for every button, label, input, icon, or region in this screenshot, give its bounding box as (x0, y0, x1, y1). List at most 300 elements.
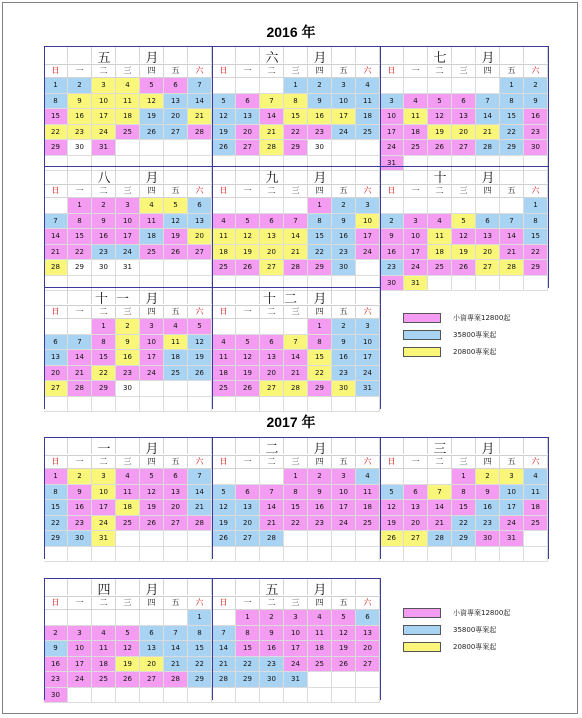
empty-cell (524, 547, 548, 563)
empty-cell (380, 198, 404, 214)
day-cell: 7 (428, 485, 452, 501)
weekday-label: 四 (476, 456, 500, 468)
day-cell: 15 (284, 109, 308, 125)
day-cell: 17 (332, 109, 356, 125)
day-cell: 19 (428, 125, 452, 141)
weekday-label: 二 (428, 185, 452, 197)
day-cell: 15 (524, 229, 548, 245)
day-cell: 11 (356, 94, 380, 110)
weekday-label: 一 (404, 185, 428, 197)
month-number: 十一 (94, 292, 137, 307)
weekday-label: 四 (140, 597, 164, 609)
day-cell: 26 (212, 531, 236, 547)
day-cell: 1 (308, 198, 332, 214)
day-cell: 11 (116, 94, 140, 110)
day-cell: 10 (284, 626, 308, 642)
day-cell: 27 (404, 531, 428, 547)
legend-label: 20800專案起 (453, 348, 497, 356)
month-number: 十 (433, 171, 447, 186)
day-cell: 26 (164, 245, 188, 261)
day-cell: 12 (212, 500, 236, 516)
day-cell: 1 (44, 78, 68, 94)
month-number: 二 (265, 442, 279, 457)
weekday-label: 六 (188, 65, 212, 77)
weekday-label: 一 (236, 185, 260, 197)
day-cell: 24 (332, 516, 356, 532)
day-cell: 8 (500, 94, 524, 110)
day-cell: 31 (500, 531, 524, 547)
day-grid (212, 469, 380, 562)
day-cell: 23 (380, 260, 404, 276)
month-suffix: 月 (313, 292, 327, 307)
empty-cell (428, 276, 452, 292)
empty-cell (164, 547, 188, 563)
month-number: 七 (433, 51, 447, 66)
day-cell: 22 (188, 657, 212, 673)
day-cell: 17 (332, 500, 356, 516)
day-cell: 18 (524, 500, 548, 516)
month-calendar (44, 578, 212, 703)
empty-cell (404, 547, 428, 563)
weekday-label: 三 (452, 65, 476, 77)
empty-cell (140, 260, 164, 276)
month-calendar (44, 46, 212, 171)
empty-cell (284, 531, 308, 547)
day-cell: 27 (260, 381, 284, 397)
day-cell: 10 (116, 214, 140, 230)
day-cell: 30 (260, 672, 284, 688)
day-cell: 18 (92, 657, 116, 673)
day-cell: 3 (332, 78, 356, 94)
day-cell: 23 (332, 245, 356, 261)
empty-cell (356, 140, 380, 156)
empty-cell (428, 469, 452, 485)
day-cell: 5 (140, 469, 164, 485)
day-cell: 23 (332, 366, 356, 382)
day-cell: 20 (44, 366, 68, 382)
day-cell: 29 (68, 260, 92, 276)
day-cell: 8 (284, 94, 308, 110)
weekday-label: 一 (404, 456, 428, 468)
weekday-label: 日 (212, 597, 236, 609)
day-cell: 28 (284, 381, 308, 397)
weekday-label: 一 (68, 306, 92, 318)
day-cell: 14 (260, 109, 284, 125)
weekday-label: 一 (236, 597, 260, 609)
weekday-label: 三 (284, 306, 308, 318)
day-cell: 3 (116, 198, 140, 214)
day-cell: 18 (356, 500, 380, 516)
day-cell: 20 (164, 500, 188, 516)
day-cell: 14 (164, 641, 188, 657)
empty-cell (116, 397, 140, 413)
weekday-label: 日 (212, 185, 236, 197)
day-cell: 22 (524, 245, 548, 261)
empty-cell (212, 547, 236, 563)
month-name (380, 167, 548, 186)
day-cell: 12 (212, 109, 236, 125)
weekday-label: 日 (212, 456, 236, 468)
day-cell: 19 (236, 245, 260, 261)
day-cell: 20 (260, 366, 284, 382)
day-cell: 24 (92, 516, 116, 532)
day-cell: 9 (260, 626, 284, 642)
day-cell: 24 (116, 245, 140, 261)
day-cell: 30 (476, 531, 500, 547)
empty-cell (140, 547, 164, 563)
empty-cell (332, 688, 356, 704)
empty-cell (380, 547, 404, 563)
day-cell: 18 (212, 366, 236, 382)
empty-cell (356, 260, 380, 276)
day-cell: 24 (140, 366, 164, 382)
empty-cell (524, 276, 548, 292)
day-cell: 29 (44, 140, 68, 156)
day-cell: 6 (236, 485, 260, 501)
day-cell: 6 (164, 78, 188, 94)
day-cell: 5 (380, 485, 404, 501)
weekday-label: 二 (92, 456, 116, 468)
day-cell: 5 (212, 485, 236, 501)
day-cell: 20 (140, 657, 164, 673)
day-cell: 28 (284, 260, 308, 276)
weekday-label: 六 (356, 306, 380, 318)
day-cell: 28 (188, 125, 212, 141)
day-cell: 6 (452, 94, 476, 110)
day-cell: 31 (92, 531, 116, 547)
empty-cell (356, 531, 380, 547)
day-cell: 26 (236, 381, 260, 397)
day-cell: 27 (188, 245, 212, 261)
day-cell: 22 (236, 657, 260, 673)
month-name (44, 167, 212, 186)
grid-line (380, 46, 381, 168)
weekday-label: 四 (308, 456, 332, 468)
empty-cell (164, 140, 188, 156)
weekday-label: 三 (284, 456, 308, 468)
day-cell: 10 (356, 335, 380, 351)
day-cell: 26 (212, 140, 236, 156)
day-cell: 23 (476, 516, 500, 532)
grid-line (44, 287, 45, 409)
empty-cell (140, 610, 164, 626)
day-cell: 16 (68, 109, 92, 125)
day-cell: 7 (188, 469, 212, 485)
year-title: 2016 年 (266, 24, 316, 40)
empty-cell (428, 78, 452, 94)
day-cell: 25 (116, 516, 140, 532)
day-cell: 26 (452, 260, 476, 276)
day-grid (212, 78, 380, 171)
day-cell: 4 (524, 469, 548, 485)
day-cell: 1 (452, 469, 476, 485)
empty-cell (404, 469, 428, 485)
day-cell: 10 (92, 94, 116, 110)
day-cell: 18 (404, 125, 428, 141)
day-cell: 20 (164, 109, 188, 125)
day-cell: 7 (44, 214, 68, 230)
day-cell: 18 (428, 245, 452, 261)
day-cell: 23 (68, 125, 92, 141)
weekday-label: 二 (428, 65, 452, 77)
legend-swatch (403, 625, 441, 635)
empty-cell (92, 397, 116, 413)
legend-swatch (403, 313, 441, 323)
weekday-row (380, 65, 548, 78)
day-grid (44, 319, 212, 412)
weekday-label: 三 (116, 185, 140, 197)
day-cell: 15 (236, 641, 260, 657)
weekday-label: 日 (44, 456, 68, 468)
day-cell: 26 (116, 672, 140, 688)
day-cell: 28 (188, 516, 212, 532)
legend-label: 小資專案12800起 (453, 609, 511, 617)
day-cell: 19 (212, 516, 236, 532)
day-cell: 30 (332, 381, 356, 397)
day-cell: 25 (212, 381, 236, 397)
day-cell: 19 (380, 516, 404, 532)
day-cell: 26 (188, 366, 212, 382)
month-header (44, 287, 212, 306)
empty-cell (428, 198, 452, 214)
empty-cell (260, 397, 284, 413)
day-cell: 30 (68, 531, 92, 547)
empty-cell (236, 397, 260, 413)
month-suffix: 月 (313, 171, 327, 186)
day-cell: 30 (44, 688, 68, 704)
month-header (44, 46, 212, 65)
day-cell: 21 (68, 366, 92, 382)
weekday-label: 三 (284, 185, 308, 197)
day-cell: 27 (452, 140, 476, 156)
month-calendar (44, 437, 212, 562)
day-cell: 23 (68, 516, 92, 532)
weekday-label: 五 (164, 185, 188, 197)
empty-cell (332, 547, 356, 563)
day-cell: 7 (260, 485, 284, 501)
day-cell: 16 (92, 229, 116, 245)
day-cell: 29 (308, 260, 332, 276)
day-cell: 3 (332, 469, 356, 485)
day-cell: 9 (308, 94, 332, 110)
day-cell: 27 (164, 125, 188, 141)
weekday-label: 四 (140, 306, 164, 318)
day-cell: 22 (452, 516, 476, 532)
day-cell: 24 (356, 366, 380, 382)
day-cell: 21 (188, 500, 212, 516)
day-cell: 3 (92, 78, 116, 94)
day-cell: 13 (188, 214, 212, 230)
day-cell: 24 (68, 672, 92, 688)
month-calendar (44, 166, 212, 291)
day-cell: 12 (140, 94, 164, 110)
day-cell: 30 (524, 140, 548, 156)
legend-swatch (403, 642, 441, 652)
grid-line (212, 287, 213, 409)
day-cell: 30 (116, 381, 140, 397)
empty-cell (140, 531, 164, 547)
empty-cell (188, 381, 212, 397)
weekday-row (212, 456, 380, 469)
empty-cell (356, 688, 380, 704)
day-cell: 1 (188, 610, 212, 626)
empty-cell (260, 688, 284, 704)
day-cell: 7 (68, 335, 92, 351)
month-number: 九 (265, 171, 279, 186)
month-header (380, 437, 548, 456)
day-cell: 28 (260, 140, 284, 156)
month-number: 五 (265, 583, 279, 598)
day-cell: 17 (68, 657, 92, 673)
month-name (380, 47, 548, 66)
legend-swatch (403, 330, 441, 340)
day-cell: 25 (140, 245, 164, 261)
empty-cell (308, 672, 332, 688)
day-cell: 26 (236, 260, 260, 276)
empty-cell (428, 547, 452, 563)
day-cell: 5 (140, 78, 164, 94)
day-cell: 20 (236, 516, 260, 532)
weekday-label: 六 (188, 456, 212, 468)
weekday-label: 六 (188, 597, 212, 609)
weekday-row (212, 597, 380, 610)
weekday-label: 三 (116, 306, 140, 318)
day-cell: 15 (44, 109, 68, 125)
day-cell: 24 (284, 657, 308, 673)
month-calendar (212, 287, 380, 412)
day-cell: 5 (212, 94, 236, 110)
weekday-label: 二 (260, 65, 284, 77)
day-cell: 2 (68, 469, 92, 485)
day-cell: 14 (68, 350, 92, 366)
weekday-label: 二 (260, 306, 284, 318)
day-cell: 27 (140, 672, 164, 688)
day-cell: 2 (92, 198, 116, 214)
day-cell: 22 (44, 516, 68, 532)
weekday-label: 五 (164, 456, 188, 468)
day-cell: 20 (404, 516, 428, 532)
weekday-label: 日 (212, 306, 236, 318)
weekday-row (44, 185, 212, 198)
day-cell: 11 (212, 229, 236, 245)
day-cell: 26 (140, 516, 164, 532)
empty-cell (404, 78, 428, 94)
month-calendar (212, 578, 380, 703)
day-cell: 26 (332, 657, 356, 673)
empty-cell (212, 319, 236, 335)
empty-cell (164, 397, 188, 413)
day-cell: 21 (284, 245, 308, 261)
weekday-label: 五 (500, 65, 524, 77)
empty-cell (116, 688, 140, 704)
day-cell: 28 (260, 531, 284, 547)
day-grid (380, 198, 548, 291)
month-header (380, 46, 548, 65)
empty-cell (476, 78, 500, 94)
day-cell: 12 (332, 626, 356, 642)
day-cell: 22 (68, 245, 92, 261)
grid-line (548, 166, 549, 288)
day-cell: 8 (308, 214, 332, 230)
empty-cell (260, 78, 284, 94)
day-cell: 11 (524, 485, 548, 501)
day-cell: 11 (116, 485, 140, 501)
day-cell: 8 (452, 485, 476, 501)
day-cell: 31 (92, 140, 116, 156)
empty-cell (308, 688, 332, 704)
day-cell: 12 (452, 229, 476, 245)
month-suffix: 月 (145, 583, 159, 598)
day-cell: 12 (236, 229, 260, 245)
day-grid (44, 198, 212, 291)
day-cell: 3 (500, 469, 524, 485)
day-cell: 4 (164, 319, 188, 335)
day-cell: 29 (92, 381, 116, 397)
empty-cell (308, 547, 332, 563)
day-cell: 21 (260, 516, 284, 532)
day-cell: 20 (452, 125, 476, 141)
day-cell: 23 (260, 657, 284, 673)
empty-cell (284, 397, 308, 413)
day-cell: 16 (116, 350, 140, 366)
empty-cell (92, 610, 116, 626)
day-cell: 11 (404, 109, 428, 125)
grid-line (548, 46, 549, 168)
day-cell: 10 (404, 229, 428, 245)
day-cell: 29 (188, 672, 212, 688)
weekday-label: 四 (140, 65, 164, 77)
day-cell: 29 (500, 140, 524, 156)
weekday-label: 日 (44, 65, 68, 77)
day-cell: 18 (356, 109, 380, 125)
weekday-label: 五 (332, 65, 356, 77)
day-cell: 31 (284, 672, 308, 688)
empty-cell (260, 469, 284, 485)
empty-cell (308, 397, 332, 413)
day-cell: 16 (332, 229, 356, 245)
weekday-row (212, 65, 380, 78)
year-title: 2017 年 (266, 414, 316, 430)
day-cell: 5 (116, 626, 140, 642)
day-grid (380, 78, 548, 171)
month-header (212, 46, 380, 65)
empty-cell (476, 276, 500, 292)
day-cell: 19 (140, 109, 164, 125)
empty-cell (44, 198, 68, 214)
empty-cell (500, 276, 524, 292)
weekday-label: 三 (116, 456, 140, 468)
day-cell: 2 (260, 610, 284, 626)
empty-cell (284, 319, 308, 335)
day-cell: 27 (236, 531, 260, 547)
empty-cell (188, 531, 212, 547)
day-cell: 21 (164, 657, 188, 673)
month-suffix: 月 (145, 51, 159, 66)
day-cell: 25 (164, 366, 188, 382)
empty-cell (140, 381, 164, 397)
month-header (212, 578, 380, 597)
day-cell: 12 (188, 335, 212, 351)
weekday-label: 四 (308, 185, 332, 197)
weekday-row (44, 65, 212, 78)
month-name (212, 288, 380, 307)
month-suffix: 月 (481, 51, 495, 66)
day-cell: 17 (356, 229, 380, 245)
day-cell: 15 (68, 229, 92, 245)
weekday-label: 一 (236, 306, 260, 318)
day-cell: 31 (380, 156, 404, 172)
day-cell: 15 (188, 641, 212, 657)
